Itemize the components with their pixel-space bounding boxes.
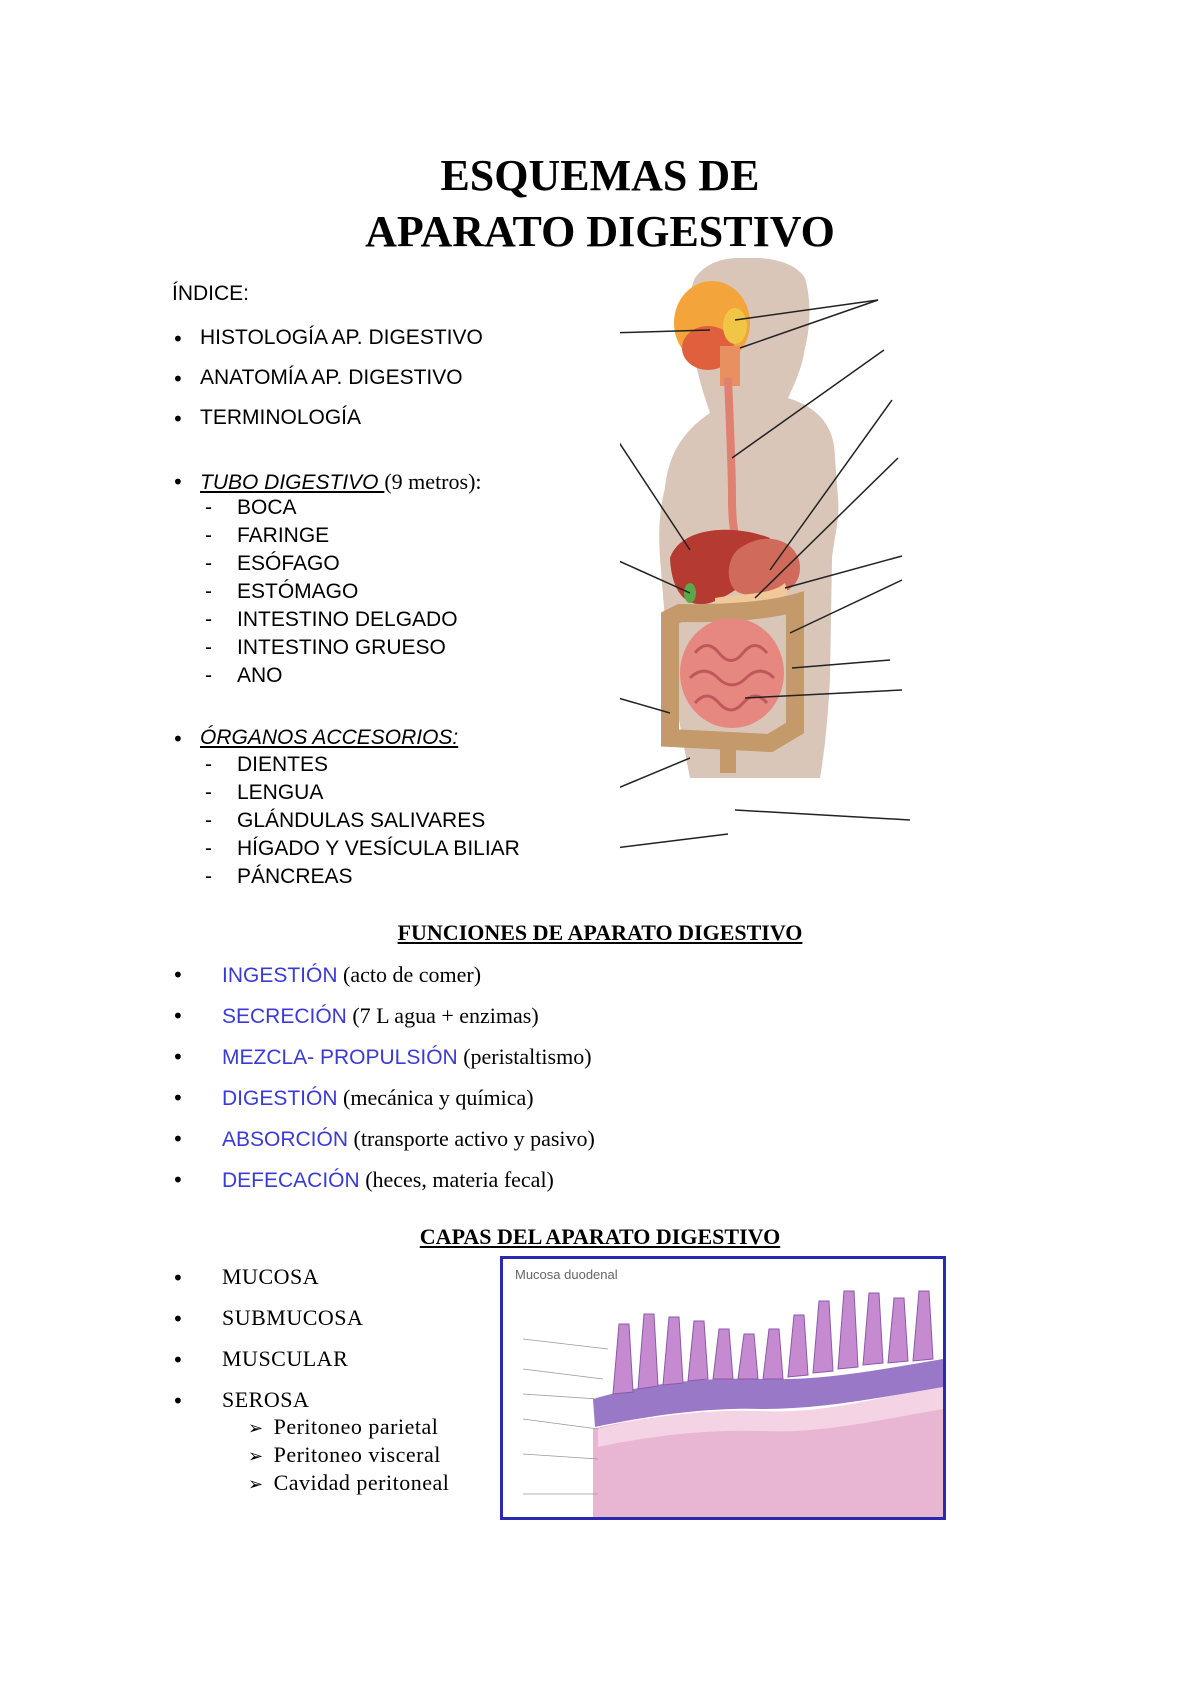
funcion-keyword: DEFECACIÓN <box>222 1169 360 1192</box>
funcion-desc: (heces, materia fecal) <box>359 1167 554 1192</box>
index-item-anatomia: ANATOMÍA AP. DIGESTIVO <box>200 366 463 389</box>
funcion-item <box>222 1044 592 1070</box>
bullet-dot-icon: • <box>172 963 184 987</box>
index-label: ÍNDICE: <box>172 282 250 305</box>
tubo-part-label: INTESTINO DELGADO <box>237 608 458 631</box>
accesorio-part-label: GLÁNDULAS SALIVARES <box>237 809 486 832</box>
tubo-part: - FARINGE <box>205 524 330 547</box>
accesorio-part-label: DIENTES <box>237 753 329 776</box>
tubo-part-label: ANO <box>237 664 283 687</box>
funcion-item <box>222 962 481 988</box>
histology-image <box>503 1259 943 1517</box>
index-item-histologia: HISTOLOGÍA AP. DIGESTIVO <box>200 326 483 349</box>
bullet-dot-icon: • <box>172 1307 184 1331</box>
tubo-part-label: ESTÓMAGO <box>237 580 359 603</box>
page-title-line1: ESQUEMAS DE <box>440 151 760 200</box>
capa-item-serosa: SEROSA <box>222 1387 310 1412</box>
serosa-subitem <box>248 1442 441 1468</box>
funcion-desc: (acto de comer) <box>337 962 482 987</box>
organos-accesorios-label: ÓRGANOS ACCESORIOS: <box>200 726 459 749</box>
funcion-keyword: INGESTIÓN <box>222 964 338 987</box>
funcion-item <box>222 1003 539 1029</box>
funcion-desc: (7 L agua + enzimas) <box>346 1003 539 1028</box>
capa-item-mucosa: MUCOSA <box>222 1264 320 1289</box>
tubo-part-label: BOCA <box>237 496 297 519</box>
funcion-item <box>222 1167 554 1193</box>
mucosa-micrograph <box>500 1256 946 1520</box>
tubo-part: - ESTÓMAGO <box>205 580 359 603</box>
funcion-desc: (mecánica y química) <box>337 1085 534 1110</box>
funcion-keyword: MEZCLA- PROPULSIÓN <box>222 1046 458 1069</box>
salivary-gland-shape <box>723 308 747 344</box>
accesorio-part: - PÁNCREAS <box>205 865 353 888</box>
capa-item-muscular: MUSCULAR <box>222 1346 349 1371</box>
bullet-dot-icon: • <box>172 1045 184 1069</box>
tubo-digestivo-note: (9 metros): <box>384 469 482 494</box>
bullet-dot-icon: • <box>172 1348 184 1372</box>
bullet-dot-icon: • <box>172 1266 184 1290</box>
accesorio-part-label: HÍGADO Y VESÍCULA BILIAR <box>237 837 520 860</box>
capa-item-submucosa: SUBMUCOSA <box>222 1305 364 1330</box>
bullet-dot-icon: • <box>172 327 184 351</box>
funcion-item <box>222 1126 595 1152</box>
micrograph-label: Mucosa duodenal <box>515 1267 618 1282</box>
accesorio-part: - DIENTES <box>205 753 329 776</box>
arrowhead-icon: ➢ <box>248 1474 264 1495</box>
serosa-subitem <box>248 1414 438 1440</box>
bullet-dot-icon: • <box>172 1086 184 1110</box>
serosa-subitem-label: Peritoneo parietal <box>273 1414 439 1439</box>
tubo-part: - ESÓFAGO <box>205 552 340 575</box>
funcion-keyword: SECRECIÓN <box>222 1005 347 1028</box>
funcion-item <box>222 1085 534 1111</box>
tubo-part-label: INTESTINO GRUESO <box>237 636 446 659</box>
tubo-part-label: ESÓFAGO <box>237 552 340 575</box>
funciones-heading: FUNCIONES DE APARATO DIGESTIVO <box>397 920 803 945</box>
serosa-subitem-label: Cavidad peritoneal <box>273 1470 450 1495</box>
accesorio-part: - LENGUA <box>205 781 324 804</box>
bullet-dot-icon: • <box>172 1389 184 1413</box>
tubo-part: - BOCA <box>205 496 297 519</box>
tubo-part-label: FARINGE <box>237 524 330 547</box>
digestive-system-illustration <box>620 258 940 858</box>
serosa-subitem-label: Peritoneo visceral <box>273 1442 441 1467</box>
tubo-digestivo-label: TUBO DIGESTIVO <box>200 471 385 494</box>
bullet-dot-icon: • <box>172 1004 184 1028</box>
funcion-keyword: DIGESTIÓN <box>222 1087 338 1110</box>
accesorio-part: - HÍGADO Y VESÍCULA BILIAR <box>205 837 520 860</box>
bullet-dot-icon: • <box>172 470 184 494</box>
capas-heading: CAPAS DEL APARATO DIGESTIVO <box>419 1224 781 1249</box>
tubo-part: - INTESTINO DELGADO <box>205 608 458 631</box>
accesorio-part-label: PÁNCREAS <box>237 865 353 888</box>
bullet-dot-icon: • <box>172 407 184 431</box>
bullet-dot-icon: • <box>172 1127 184 1151</box>
arrowhead-icon: ➢ <box>248 1418 264 1439</box>
tubo-digestivo-heading <box>200 469 482 495</box>
tubo-part: - ANO <box>205 664 283 687</box>
serosa-subitem <box>248 1470 449 1496</box>
funcion-desc: (peristaltismo) <box>457 1044 592 1069</box>
bullet-dot-icon: • <box>172 1168 184 1192</box>
funcion-desc: (transporte activo y pasivo) <box>348 1126 595 1151</box>
rectum-shape <box>720 743 736 773</box>
accesorio-part: - GLÁNDULAS SALIVARES <box>205 809 486 832</box>
funcion-keyword: ABSORCIÓN <box>222 1128 349 1151</box>
index-item-terminologia: TERMINOLOGÍA <box>200 406 362 429</box>
accesorio-part-label: LENGUA <box>237 781 324 804</box>
page-title-line2: APARATO DIGESTIVO <box>365 207 835 256</box>
arrowhead-icon: ➢ <box>248 1446 264 1467</box>
bullet-dot-icon: • <box>172 367 184 391</box>
bullet-dot-icon: • <box>172 727 184 751</box>
tubo-part: - INTESTINO GRUESO <box>205 636 446 659</box>
